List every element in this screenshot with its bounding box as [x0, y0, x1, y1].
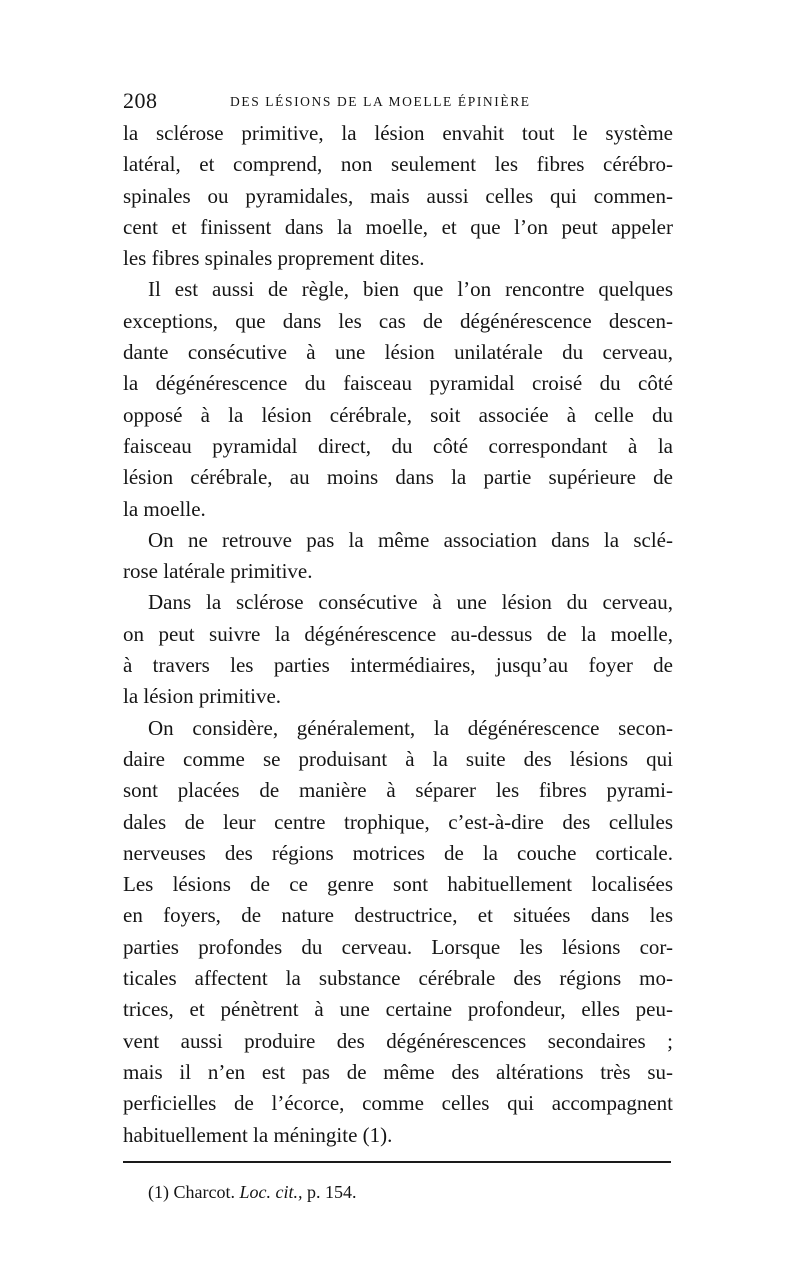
- footnote-citation: Loc. cit.,: [239, 1181, 303, 1202]
- text-line: nerveuses des régions motrices de la couche corticale.: [123, 840, 673, 865]
- body-text: [123, 118, 673, 1151]
- text-line: daire comme se produisant à la suite des lésions qui: [123, 746, 673, 771]
- text-line: opposé à la lésion cérébrale, soit associée à celle du: [123, 402, 673, 427]
- text-line: rose latérale primitive.: [123, 559, 313, 584]
- text-line: les fibres spinales proprement dites.: [123, 246, 425, 271]
- text-line: exceptions, que dans les cas de dégénérescence descen-: [123, 308, 673, 333]
- text-line: sont placées de manière à séparer les fibres pyrami-: [123, 778, 673, 803]
- footnote-page-ref: p. 154.: [306, 1181, 357, 1202]
- text-line: On ne retrouve pas la même association dans la sclé-: [148, 527, 673, 552]
- text-line: perficielles de l’écorce, comme celles qui accompagnent: [123, 1091, 673, 1116]
- text-line: vent aussi produire des dégénérescences secondaires ;: [123, 1028, 673, 1053]
- text-line: Il est aussi de règle, bien que l’on rencontre quelques: [148, 277, 673, 302]
- running-title: DES LÉSIONS DE LA MOELLE ÉPINIÈRE: [230, 94, 531, 109]
- text-line: Les lésions de ce genre sont habituellement localisées: [123, 872, 673, 897]
- text-line: On considère, généralement, la dégénérescence secon-: [148, 715, 673, 740]
- text-line: Dans la sclérose consécutive à une lésion du cerveau,: [148, 590, 673, 615]
- footnote: [123, 1179, 673, 1205]
- text-line: la lésion primitive.: [123, 684, 282, 709]
- text-line: dante consécutive à une lésion unilatérale du cerveau,: [123, 340, 673, 365]
- text-line: trices, et pénètrent à une certaine profondeur, elles peu-: [123, 997, 673, 1022]
- footnote-rule: [123, 1161, 671, 1163]
- text-line: dales de leur centre trophique, c’est-à-dire des cellules: [123, 809, 673, 834]
- page-number: 208: [123, 88, 158, 113]
- text-line: latéral, et comprend, non seulement les fibres cérébro-: [123, 152, 673, 177]
- text-line: cent et finissent dans la moelle, et que l’on peut appeler: [123, 214, 673, 239]
- text-line: ticales affectent la substance cérébrale des régions mo-: [123, 966, 673, 991]
- running-head: [123, 84, 673, 118]
- text-line: mais il n’en est pas de même des altérations très su-: [123, 1059, 673, 1084]
- text-line: en foyers, de nature destructrice, et situées dans les: [123, 903, 673, 928]
- footnote-marker: (1) Charcot.: [148, 1181, 235, 1202]
- text-line: habituellement la méningite (1).: [123, 1122, 393, 1147]
- text-line: faisceau pyramidal direct, du côté correspondant à la: [123, 433, 673, 458]
- text-line: la moelle.: [123, 496, 206, 521]
- text-line: la sclérose primitive, la lésion envahit tout le système: [123, 121, 673, 145]
- text-line: la dégénérescence du faisceau pyramidal croisé du côté: [123, 371, 673, 396]
- text-line: parties profondes du cerveau. Lorsque les lésions cor-: [123, 934, 673, 959]
- text-line: spinales ou pyramidales, mais aussi celles qui commen-: [123, 183, 673, 208]
- text-line: on peut suivre la dégénérescence au-dessus de la moelle,: [123, 621, 673, 646]
- text-line: lésion cérébrale, au moins dans la partie supérieure de: [123, 465, 673, 490]
- text-line: à travers les parties intermédiaires, jusqu’au foyer de: [123, 653, 673, 678]
- book-page: [123, 84, 673, 1205]
